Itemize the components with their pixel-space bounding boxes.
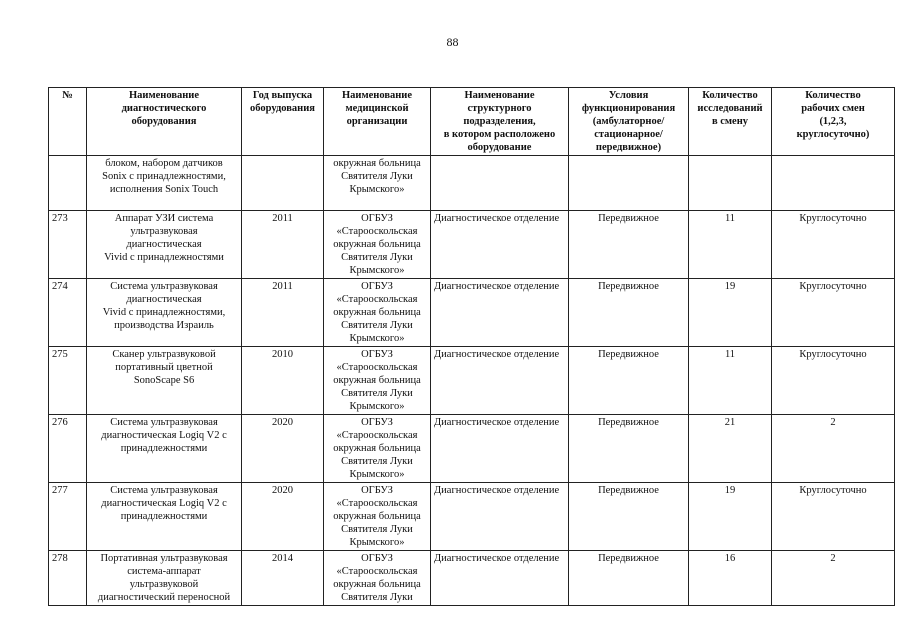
header-year: Год выпуска оборудования <box>242 88 324 156</box>
table-row <box>49 551 895 606</box>
cell-conditions: Передвижное <box>569 551 689 606</box>
cell-number: 278 <box>49 551 87 606</box>
cell-shifts: Круглосуточно <box>772 347 895 415</box>
cell-count: 19 <box>689 483 772 551</box>
cell-year: 2011 <box>242 211 324 279</box>
cell-conditions: Передвижное <box>569 347 689 415</box>
header-shifts: Количество рабочих смен (1,2,3, круглосуточно) <box>772 88 895 156</box>
cell-count <box>689 156 772 211</box>
cell-year: 2014 <box>242 551 324 606</box>
cell-conditions: Передвижное <box>569 483 689 551</box>
cell-number: 275 <box>49 347 87 415</box>
cell-year: 2011 <box>242 279 324 347</box>
cell-organization: ОГБУЗ «Старооскольская окружная больница Святителя Луки Крымского» <box>324 211 431 279</box>
cell-organization: ОГБУЗ «Старооскольская окружная больница Святителя Луки Крымского» <box>324 347 431 415</box>
cell-year: 2020 <box>242 415 324 483</box>
cell-shifts <box>772 156 895 211</box>
cell-equipment: Система ультразвуковая диагностическая Logiq V2 с принадлежностями <box>87 483 242 551</box>
table-header-row <box>49 88 895 156</box>
cell-department: Диагностическое отделение <box>431 211 569 279</box>
cell-department: Диагностическое отделение <box>431 347 569 415</box>
header-conditions: Условия функционирования (амбулаторное/ стационарное/ передвижное) <box>569 88 689 156</box>
cell-count: 19 <box>689 279 772 347</box>
cell-equipment: Аппарат УЗИ система ультразвуковая диагностическая Vivid с принадлежностями <box>87 211 242 279</box>
header-count: Количество исследований в смену <box>689 88 772 156</box>
table-row <box>49 415 895 483</box>
header-department: Наименование структурного подразделения, в котором расположено оборудование <box>431 88 569 156</box>
cell-number: 274 <box>49 279 87 347</box>
table-row <box>49 347 895 415</box>
header-number: № <box>49 88 87 156</box>
cell-count: 11 <box>689 347 772 415</box>
header-equipment: Наименование диагностического оборудования <box>87 88 242 156</box>
cell-shifts: Круглосуточно <box>772 279 895 347</box>
cell-department: Диагностическое отделение <box>431 415 569 483</box>
table-row <box>49 211 895 279</box>
table-row <box>49 483 895 551</box>
cell-conditions: Передвижное <box>569 415 689 483</box>
cell-department <box>431 156 569 211</box>
cell-department: Диагностическое отделение <box>431 551 569 606</box>
cell-number: 277 <box>49 483 87 551</box>
header-organization: Наименование медицинской организации <box>324 88 431 156</box>
cell-equipment: блоком, набором датчиков Sonix с принадлежностями, исполнения Sonix Touch <box>87 156 242 211</box>
cell-organization: ОГБУЗ «Старооскольская окружная больница Святителя Луки Крымского» <box>324 279 431 347</box>
cell-year: 2010 <box>242 347 324 415</box>
equipment-table <box>48 87 895 606</box>
cell-organization: ОГБУЗ «Старооскольская окружная больница Святителя Луки Крымского» <box>324 415 431 483</box>
cell-conditions <box>569 156 689 211</box>
table-row-continuation <box>49 156 895 211</box>
cell-organization: ОГБУЗ «Старооскольская окружная больница Святителя Луки Крымского» <box>324 483 431 551</box>
cell-equipment: Портативная ультразвуковая система-аппарат ультразвуковой диагностический переносной <box>87 551 242 606</box>
cell-conditions: Передвижное <box>569 211 689 279</box>
cell-shifts: Круглосуточно <box>772 211 895 279</box>
cell-count: 11 <box>689 211 772 279</box>
cell-count: 16 <box>689 551 772 606</box>
cell-organization: окружная больница Святителя Луки Крымского» <box>324 156 431 211</box>
cell-number: 276 <box>49 415 87 483</box>
cell-count: 21 <box>689 415 772 483</box>
cell-number <box>49 156 87 211</box>
cell-equipment: Сканер ультразвуковой портативный цветной SonoScape S6 <box>87 347 242 415</box>
table-row <box>49 279 895 347</box>
cell-number: 273 <box>49 211 87 279</box>
cell-shifts: Круглосуточно <box>772 483 895 551</box>
cell-shifts: 2 <box>772 415 895 483</box>
cell-organization: ОГБУЗ «Старооскольская окружная больница Святителя Луки <box>324 551 431 606</box>
cell-department: Диагностическое отделение <box>431 483 569 551</box>
cell-equipment: Система ультразвуковая диагностическая Logiq V2 с принадлежностями <box>87 415 242 483</box>
cell-year: 2020 <box>242 483 324 551</box>
cell-conditions: Передвижное <box>569 279 689 347</box>
cell-equipment: Система ультразвуковая диагностическая Vivid с принадлежностями, производства Израиль <box>87 279 242 347</box>
cell-shifts: 2 <box>772 551 895 606</box>
page-number: 88 <box>446 35 459 49</box>
cell-year <box>242 156 324 211</box>
cell-department: Диагностическое отделение <box>431 279 569 347</box>
